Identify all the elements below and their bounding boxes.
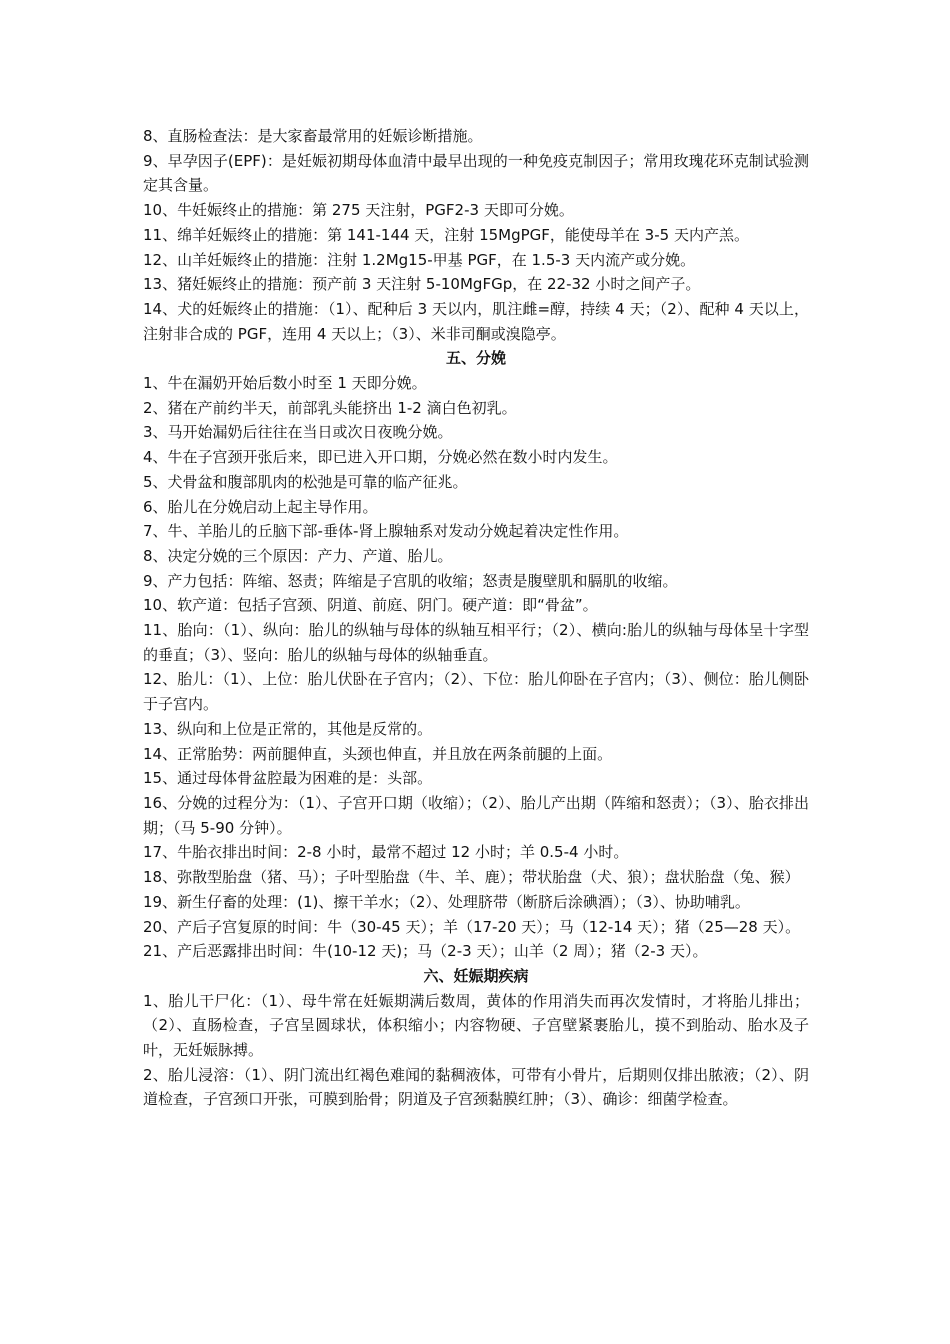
paragraph: 19、新生仔畜的处理：(1)、擦干羊水；（2）、处理脐带（断脐后涂碘酒）；（3）、协助哺乳。 bbox=[143, 892, 750, 911]
paragraph: 10、软产道：包括子宫颈、阴道、前庭、阴门。硬产道：即“骨盆”。 bbox=[143, 596, 598, 615]
paragraph: 15、通过母体骨盆腔最为困难的是：头部。 bbox=[143, 769, 433, 788]
paragraph: 3、马开始漏奶后往往在当日或次日夜晚分娩。 bbox=[143, 423, 453, 442]
paragraph: 14、犬的妊娠终止的措施：（1）、配种后 3 天以内，肌注雌=醇，持续 4 天；（2）、配种 4 天以上，注射非合成的 PGF，连用 4 天以上；（3）、米非司酮或溴隐亭。 bbox=[143, 299, 809, 343]
paragraph: 14、正常胎势：两前腿伸直，头颈也伸直，并且放在两条前腿的上面。 bbox=[143, 744, 613, 763]
paragraph: 8、直肠检查法：是大家畜最常用的妊娠诊断措施。 bbox=[143, 127, 483, 145]
document-body bbox=[143, 124, 809, 1112]
paragraph: 11、胎向：（1）、纵向：胎儿的纵轴与母体的纵轴互相平行；（2）、横向:胎儿的纵轴与母体呈十字型的垂直；（3）、竖向：胎儿的纵轴与母体的纵轴垂直。 bbox=[143, 621, 809, 664]
paragraph: 18、弥散型胎盘（猪、马）；子叶型胎盘（牛、羊、鹿）；带状胎盘（犬、狼）；盘状胎盘（兔、猴） bbox=[143, 868, 800, 887]
paragraph: 7、牛、羊胎儿的丘脑下部-垂体-肾上腺轴系对发动分娩起着决定性作用。 bbox=[143, 522, 629, 541]
paragraph: 13、纵向和上位是正常的，其他是反常的。 bbox=[143, 719, 433, 738]
paragraph: 11、绵羊妊娠终止的措施：第 141-144 天，注射 15MgPGF，能使母羊在 3-5 天内产羔。 bbox=[143, 225, 749, 244]
paragraph: 12、胎儿：（1）、上位：胎儿伏卧在子宫内；（2）、下位：胎儿仰卧在子宫内；（3）、侧位：胎儿侧卧于子宫内。 bbox=[143, 670, 809, 714]
paragraph: 1、牛在漏奶开始后数小时至 1 天即分娩。 bbox=[143, 374, 427, 393]
paragraph: 21、产后恶露排出时间：牛(10-12 天)；马（2-3 天）；山羊（2 周）；猪（2-3 天）。 bbox=[143, 942, 708, 961]
paragraph: 4、牛在子宫颈开张后来，即已进入开口期，分娩必然在数小时内发生。 bbox=[143, 448, 618, 467]
paragraph: 10、牛妊娠终止的措施：第 275 天注射，PGF2-3 天即可分娩。 bbox=[143, 201, 574, 220]
paragraph: 5、犬骨盆和腹部肌肉的松弛是可靠的临产征兆。 bbox=[143, 472, 468, 491]
paragraph: 20、产后子宫复原的时间：牛（30-45 天）；羊（17-20 天）；马（12-14 天）；猪（25—28 天）。 bbox=[143, 917, 801, 936]
paragraph: 12、山羊妊娠终止的措施：注射 1.2Mg15-甲基 PGF，在 1.5-3 天内流产或分娩。 bbox=[143, 250, 696, 269]
paragraph: 6、胎儿在分娩启动上起主导作用。 bbox=[143, 497, 378, 516]
paragraph: 1、胎儿干尸化：（1）、母牛常在妊娠期满后数周，黄体的作用消失而再次发情时，才将胎儿排出；（2）、直肠检查，子宫呈圆球状，体积缩小；内容物硬、子宫壁紧裹胎儿，摸不到胎动、胎水及子叶，无妊娠脉搏。 bbox=[143, 991, 809, 1060]
paragraph: 17、牛胎衣排出时间：2-8 小时，最常不超过 12 小时；羊 0.5-4 小时。 bbox=[143, 843, 629, 862]
paragraph: 9、早孕因子(EPF)：是妊娠初期母体血清中最早出现的一种免疫克制因子；常用玫瑰花环克制试验测定其含量。 bbox=[143, 151, 809, 195]
paragraph: 13、猪妊娠终止的措施：预产前 3 天注射 5-10MgFGp，在 22-32 小时之间产子。 bbox=[143, 275, 701, 294]
section-heading: 六、妊娠期疾病 bbox=[423, 966, 529, 985]
paragraph: 2、胎儿浸溶：（1）、阴门流出红褐色难闻的黏稠液体，可带有小骨片，后期则仅排出脓液；（2）、阴道检查，子宫颈口开张，可膜到胎骨；阴道及子宫颈黏膜红肿；（3）、确诊：细菌学检查。 bbox=[143, 1065, 809, 1109]
paragraph: 2、猪在产前约半天，前部乳头能挤出 1-2 滴白色初乳。 bbox=[143, 398, 517, 417]
section-heading: 五、分娩 bbox=[445, 349, 506, 368]
paragraph: 8、决定分娩的三个原因：产力、产道、胎儿。 bbox=[143, 546, 453, 565]
paragraph: 9、产力包括：阵缩、怒责；阵缩是子宫肌的收缩；怒责是腹壁肌和膈肌的收缩。 bbox=[143, 571, 678, 590]
paragraph: 16、分娩的过程分为：（1）、子宫开口期（收缩）；（2）、胎儿产出期（阵缩和怒责）；（3）、胎衣排出期；（马 5-90 分钟）。 bbox=[143, 793, 809, 837]
